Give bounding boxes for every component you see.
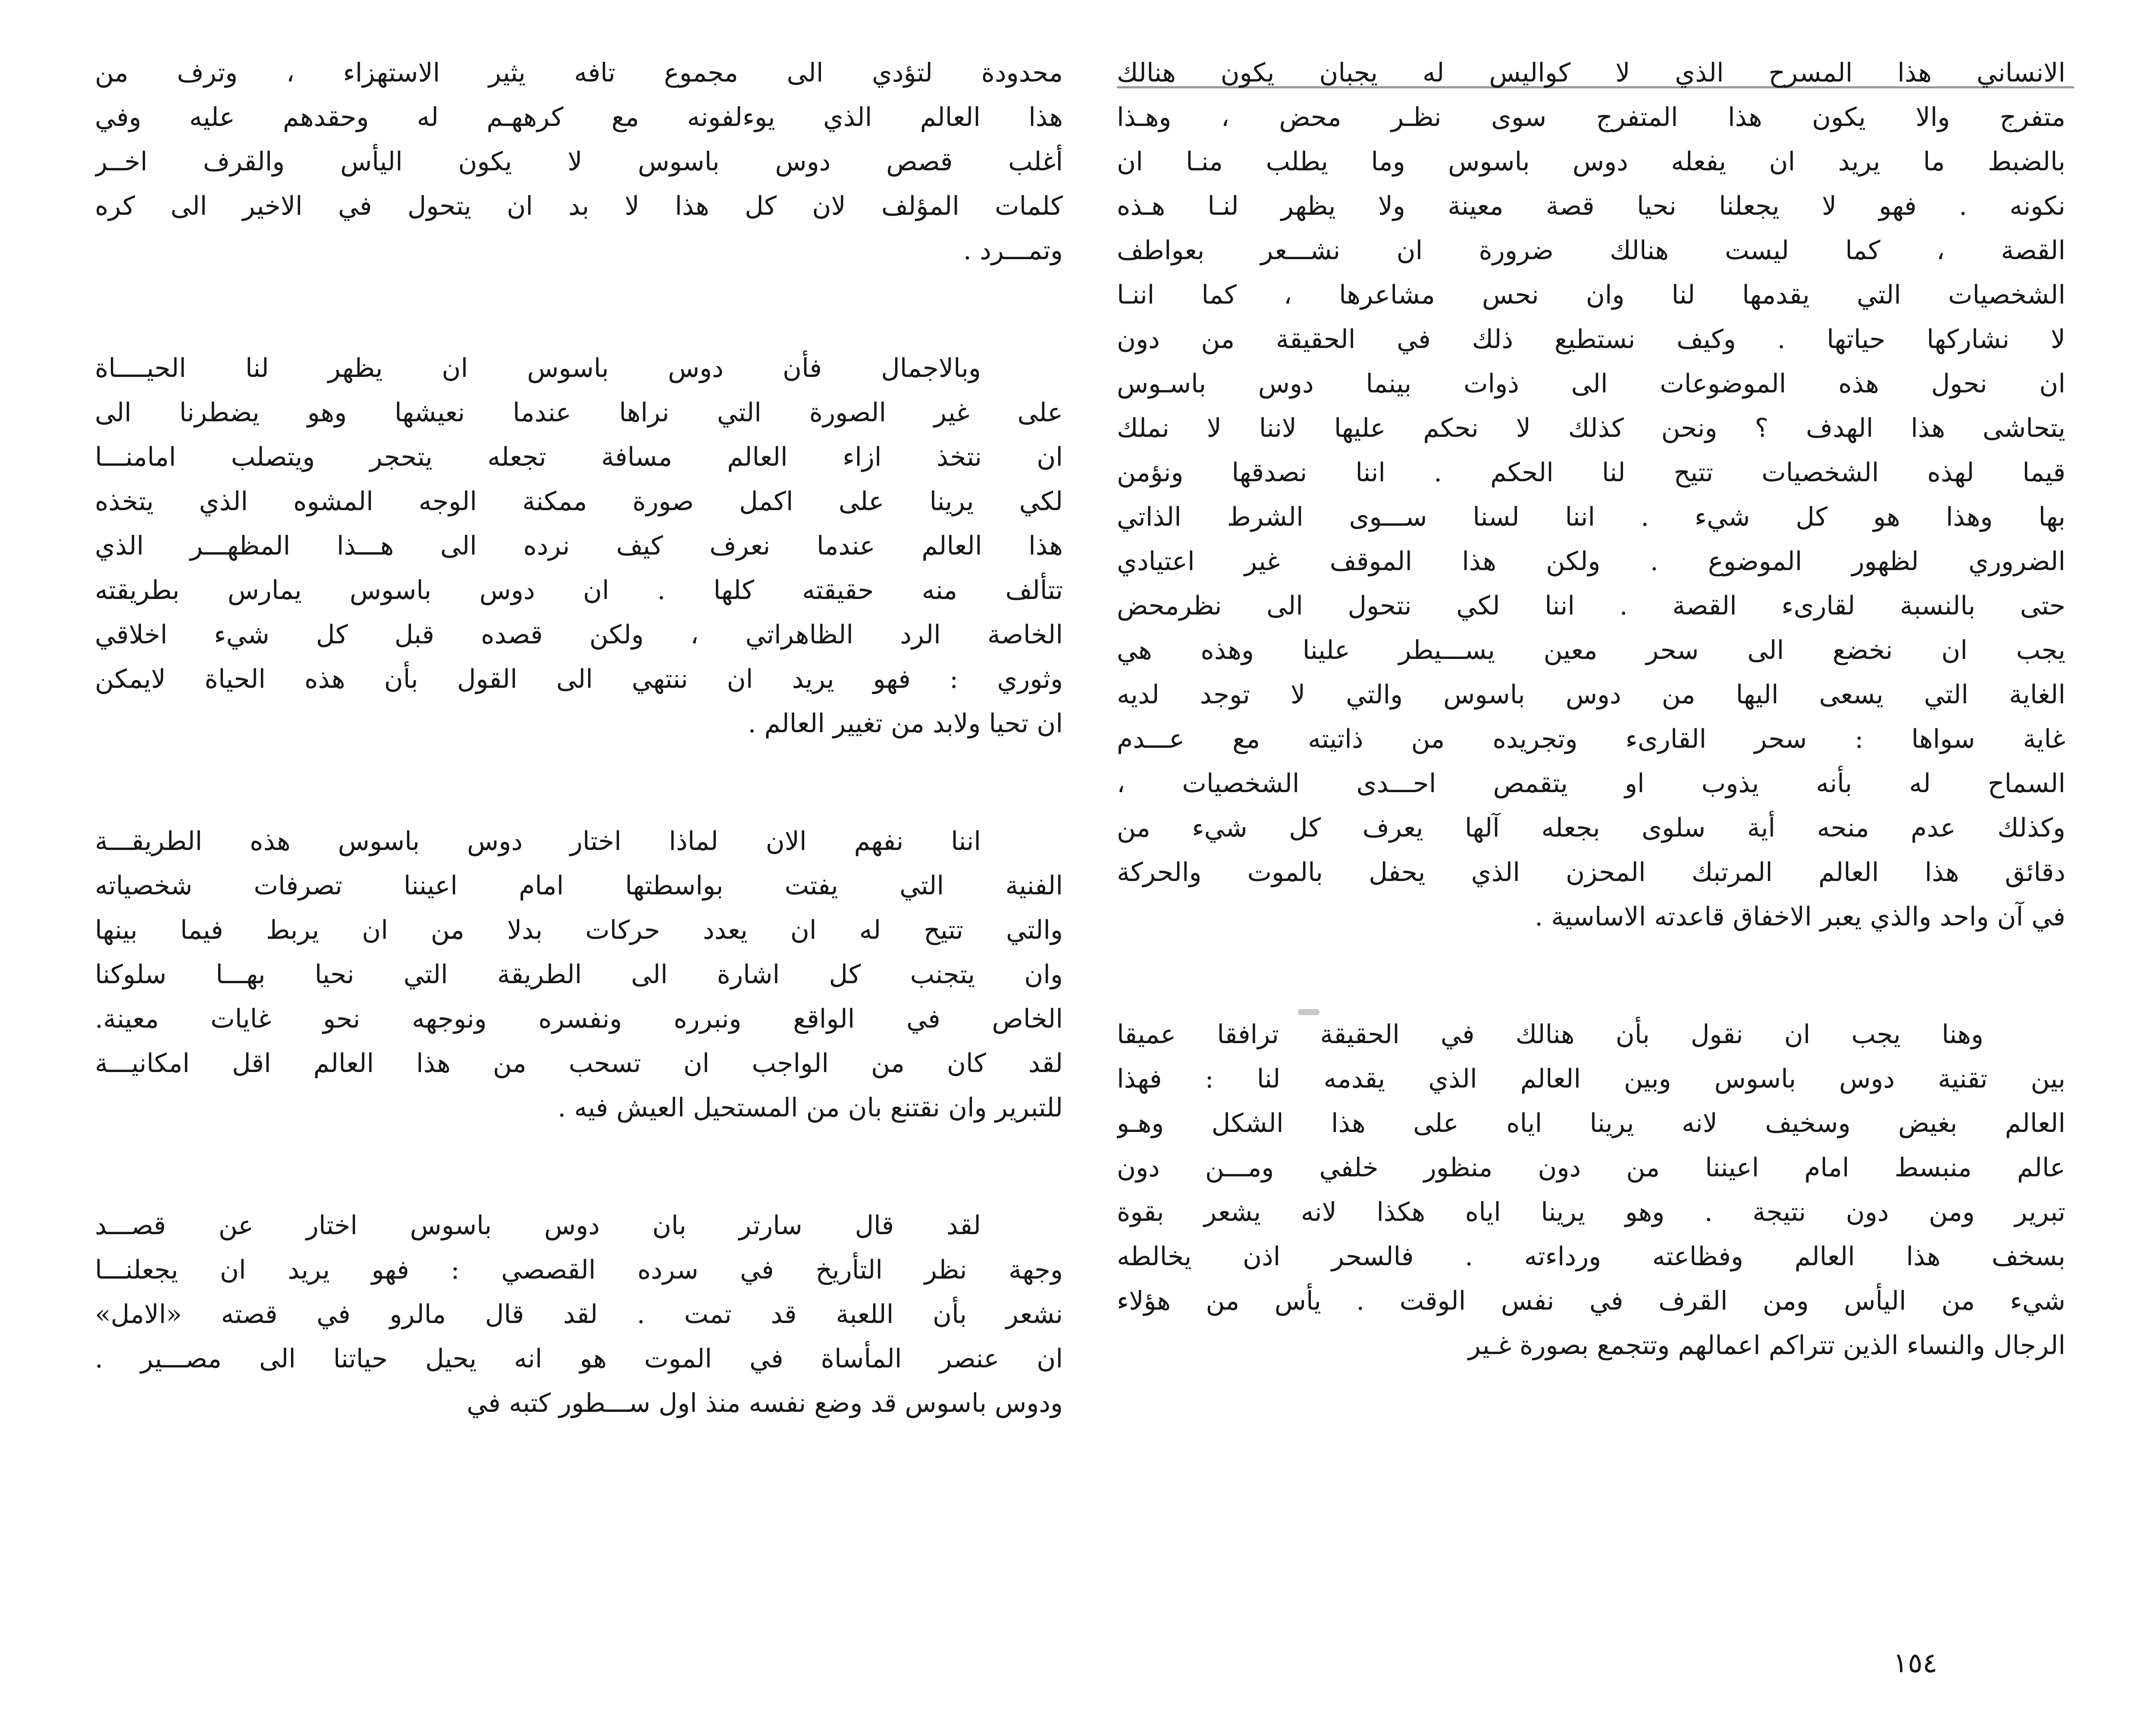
text-line: الضروري لظهور الموضوع . ولكن هذا الموقف غير اعتيادي <box>1117 546 2065 577</box>
text-line: بها وهذا هو كل شيء . اننا لسنا ســـوى الشرط الذاتي <box>1117 502 2065 532</box>
text-line: حتى بالنسبة لقارىء القصة . اننا لكي نتحول الى نظرمحض <box>1117 591 2065 621</box>
text-line: نشعر بأن اللعبة قد تمت . لقد قال مالرو في قصته «الامل» <box>95 1299 1063 1329</box>
text-line: بسخف هذا العالم وفظاعته ورداءته . فالسحر اذن يخالطه <box>1117 1241 2065 1272</box>
paragraph <box>95 819 1063 1130</box>
text-line: كلمات المؤلف لان كل هذا لا بد ان يتحول في الاخير الى كره <box>95 191 1063 221</box>
text-line: ان عنصر المأساة في الموت هو انه يحيل حياتنا الى مصـــير . <box>95 1344 1063 1374</box>
text-line: لا نشاركها حياتها . وكيف نستطيع ذلك في الحقيقة من دون <box>1117 324 2065 354</box>
text-line: محدودة لتؤدي الى مجموع تافه يثير الاستهزاء ، وترف من <box>95 58 1063 88</box>
text-line: الفنية التي يفتت بواسطتها امام اعيننا تصرفات شخصياته <box>95 871 1063 901</box>
text-line: ان تحيا ولابد من تغيير العالم . <box>748 709 1063 739</box>
text-line: الخاصة الرد الظاهراتي ، ولكن قصده قبل كل شيء اخلاقي <box>95 620 1063 650</box>
paragraph-gap <box>95 746 1063 819</box>
text-line: يتحاشى هذا الهدف ؟ ونحن كذلك لا نحكم عليها لاننا لا نملك <box>1117 413 2065 443</box>
paragraph <box>1117 51 2065 939</box>
paragraph <box>95 51 1063 273</box>
text-line: وثوري : فهو يريد ان ننتهي الى القول بأن هذه الحياة لايمكن <box>95 664 1063 694</box>
text-line: نكونه . فهو لا يجعلنا نحيا قصة معينة ولا يظهر لنـا هـذه <box>1117 191 2065 221</box>
right-column <box>1117 51 2065 1368</box>
text-line: اننا نفهم الان لماذا اختار دوس باسوس هذه الطريقـــة <box>95 826 981 856</box>
text-line: لقد كان من الواجب ان تسحب من هذا العالم اقل امكانيـــة <box>95 1048 1063 1078</box>
text-line: الشخصيات التي يقدمها لنا وان نحس مشاعرها ، كما اننـا <box>1117 280 2065 310</box>
paragraph-gap <box>1117 939 2065 1013</box>
text-line: أغلب قصص دوس باسوس لا يكون اليأس والقرف اخــر <box>95 147 1063 177</box>
text-line: وبالاجمال فأن دوس باسوس ان يظهر لنا الحيــــاة <box>95 353 981 383</box>
text-line: هذا العالم عندما نعرف كيف نرده الى هـــذا المظهـــر الذي <box>95 531 1063 561</box>
text-line: الغاية التي يسعى اليها من دوس باسوس والتي لا توجد لديه <box>1117 680 2065 710</box>
paragraph <box>95 346 1063 746</box>
text-line: ان نتخذ ازاء العالم مسافة تجعله يتحجر ويتصلب امامنـــا <box>95 442 1063 472</box>
text-line: في آن واحد والذي يعبر الاخفاق قاعدته الاساسية . <box>1535 902 2065 932</box>
text-line: وكذلك عدم منحه أية سلوى بجعله آلها يعرف كل شيء من <box>1117 813 2065 843</box>
text-line: تبرير ومن دون نتيجة . وهو يرينا اياه هكذا لانه يشعر بقوة <box>1117 1197 2065 1227</box>
text-line: عالم منبسط امام اعيننا من دون منظور خلفي ومـــن دون <box>1117 1153 2065 1183</box>
text-line: ودوس باسوس قد وضع نفسه منذ اول ســـطور كتبه في <box>467 1388 1063 1418</box>
text-line: تتألف منه حقيقته كلها . ان دوس باسوس يمارس بطريقته <box>95 575 1063 605</box>
left-column <box>95 51 1063 1426</box>
text-line: السماح له بأنه يذوب او يتقمص احـــدى الشخصيات ، <box>1117 768 2065 799</box>
text-line: غاية سواها : سحر القارىء وتجريده من ذاتيته مع عـــدم <box>1117 724 2065 754</box>
text-line: ان نحول هذه الموضوعات الى ذوات بينما دوس باسـوس <box>1117 369 2065 399</box>
text-line: دقائق هذا العالم المرتبك المحزن الذي يحفل بالموت والحركة <box>1117 857 2065 887</box>
text-line: لقد قال سارتر بان دوس باسوس اختار عن قصـــد <box>95 1210 981 1241</box>
paragraph <box>1117 1013 2065 1368</box>
text-line: شيء من اليأس ومن القرف في نفس الوقت . يأس من هؤلاء <box>1117 1286 2065 1316</box>
text-line: الرجال والنساء الذين تتراكم اعمالهم وتتجمع بصورة غـير <box>1468 1330 2065 1361</box>
text-line: على غير الصورة التي نراها عندما نعيشها وهو يضطرنا الى <box>95 398 1063 428</box>
text-line: والتي تتيح له ان يعدد حركات بدلا من ان يربط فيما بينها <box>95 915 1063 945</box>
paragraph <box>95 1204 1063 1426</box>
text-line: القصة ، كما ليست هنالك ضرورة ان نشـــعر بعواطف <box>1117 235 2065 266</box>
text-line: بين تقنية دوس باسوس وبين العالم الذي يقدمه لنا : فهذا <box>1117 1064 2065 1094</box>
text-line: وهنا يجب ان نقول بأن هنالك في الحقيقة ترافقا عميقا <box>1117 1019 1984 1050</box>
text-line: هذا العالم الذي يوءلفونه مع كرههـم له وحقدهم عليه وفي <box>95 102 1063 132</box>
text-line: العالم بغيض وسخيف لانه يرينا اياه على هذا الشكل وهـو <box>1117 1108 2065 1138</box>
text-line: متفرج والا يكون هذا المتفرج سوى نظـر محض ، وهـذا <box>1117 102 2065 132</box>
paragraph-gap <box>95 273 1063 346</box>
text-line: وان يتجنب كل اشارة الى الطريقة التي نحيا بهـــا سلوكنا <box>95 959 1063 990</box>
text-line: وتمـــرد . <box>963 235 1063 266</box>
ink-smudge <box>1298 1009 1319 1015</box>
paragraph-gap <box>95 1130 1063 1204</box>
text-line: بالضبط ما يريد ان يفعله دوس باسوس وما يطلب منـا ان <box>1117 147 2065 177</box>
text-line: للتبرير وان نقتنع بان من المستحيل العيش فيه . <box>558 1093 1063 1123</box>
page-number: ١٥٤ <box>1893 1647 1938 1679</box>
text-line: الانساني هذا المسرح الذي لا كواليس له يجبان يكون هنالك <box>1117 58 2065 88</box>
text-line: الخاص في الواقع ونبرره ونفسره ونوجهه نحو غايات معينة. <box>95 1004 1063 1034</box>
text-line: قيما لهذه الشخصيات تتيح لنا الحكم . اننا نصدقها ونؤمن <box>1117 458 2065 488</box>
text-line: يجب ان نخضع الى سحر معين يســـيطر علينا وهذه هي <box>1117 635 2065 665</box>
text-line: وجهة نظر التأريخ في سرده القصصي : فهو يريد ان يجعلنـــا <box>95 1255 1063 1285</box>
text-line: لكي يرينا على اكمل صورة ممكنة الوجه المشوه الذي يتخذه <box>95 486 1063 517</box>
